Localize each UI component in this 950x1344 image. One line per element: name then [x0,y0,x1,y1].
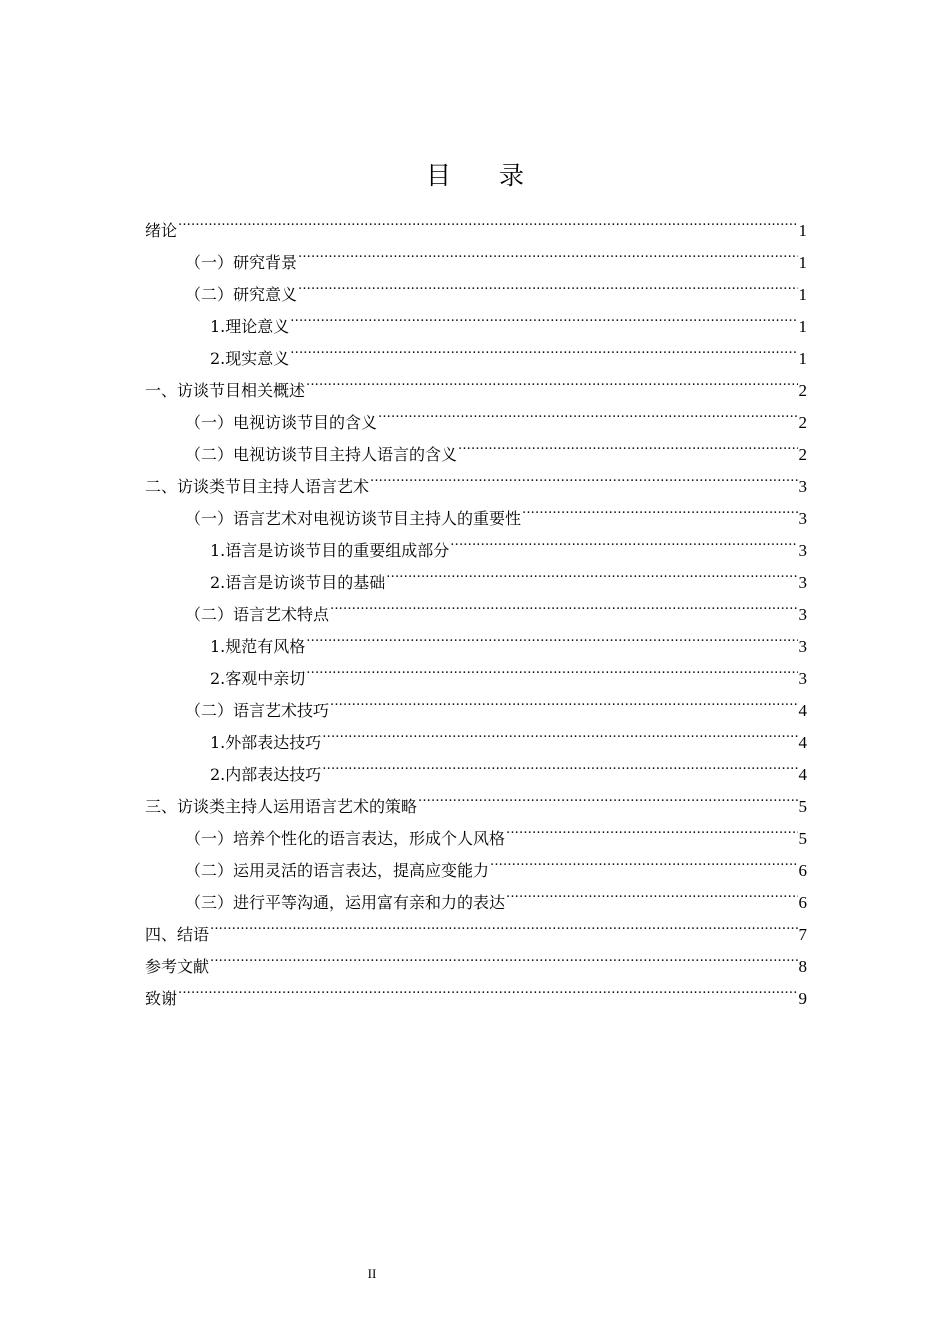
toc-entry-page: 9 [798,989,807,1008]
toc-entry-text: 一、访谈节目相关概述 [145,381,306,400]
toc-entry-page: 5 [798,797,807,816]
toc-entry-text: 2.内部表达技巧 [210,765,322,784]
toc-entry-text: 2.现实意义 [210,349,290,368]
toc-entry[interactable] [145,908,807,944]
toc-entry-text: （二）语言艺术技巧 [185,701,330,720]
toc-entry[interactable] [145,204,807,240]
toc-entry-page: 5 [798,829,807,848]
toc-entry-page: 1 [798,317,807,336]
dot-leader [290,332,797,364]
toc-entry-page: 3 [798,605,807,624]
toc-entry-page: 2 [798,413,807,432]
toc-entry-page: 8 [798,957,807,976]
toc-entry-text: （二）运用灵活的语言表达，提高应变能力 [185,861,490,880]
toc-entry-text: 二、访谈类节目主持人语言艺术 [145,477,370,496]
table-of-contents [145,204,807,1008]
toc-entry-text: 1.外部表达技巧 [210,733,322,752]
toc-entry-text: （三）进行平等沟通，运用富有亲和力的表达 [185,893,506,912]
toc-entry-text: 致谢 [145,989,178,1008]
toc-entry-page: 1 [798,285,807,304]
dot-leader [306,364,797,396]
toc-entry-page: 3 [798,541,807,560]
toc-entry-page: 3 [798,669,807,688]
dot-leader [298,236,797,268]
toc-entry-page: 3 [798,477,807,496]
toc-entry-text: （一）研究背景 [185,253,298,272]
dot-leader [178,972,797,1004]
toc-entry-text: （一）电视访谈节目的含义 [185,413,378,432]
toc-entry-page: 3 [798,509,807,528]
dot-leader [386,556,797,588]
dot-leader [418,780,797,812]
toc-entry-text: 绪论 [145,221,178,240]
toc-entry-page: 2 [798,381,807,400]
toc-entry-text: （一）培养个性化的语言表达，形成个人风格 [185,829,506,848]
dot-leader [330,588,797,620]
toc-title: 目 录 [426,161,544,190]
dot-leader [458,428,797,460]
toc-entry-text: （二）研究意义 [185,285,298,304]
dot-leader [210,940,797,972]
toc-entry-page: 3 [798,573,807,592]
dot-leader [322,748,797,780]
toc-entry-text: （二）语言艺术特点 [185,605,330,624]
dot-leader [210,908,797,940]
toc-entry-page: 2 [798,445,807,464]
toc-entry-text: 2.客观中亲切 [210,669,306,688]
toc-entry-page: 3 [798,637,807,656]
toc-entry-page: 1 [798,253,807,272]
toc-entry-text: 1.规范有风格 [210,637,306,656]
toc-entry-page: 6 [798,893,807,912]
toc-entry[interactable] [145,972,807,1008]
toc-entry-page: 1 [798,349,807,368]
dot-leader [330,684,797,716]
dot-leader [490,844,797,876]
dot-leader [370,460,797,492]
toc-entry-page: 4 [798,765,807,784]
toc-entry-page: 4 [798,701,807,720]
toc-entry-text: 三、访谈类主持人运用语言艺术的策略 [145,797,418,816]
dot-leader [322,716,797,748]
dot-leader [306,620,797,652]
toc-entry-text: （二）电视访谈节目主持人语言的含义 [185,445,458,464]
toc-entry-text: （一）语言艺术对电视访谈节目主持人的重要性 [185,509,522,528]
toc-entry-text: 1.语言是访谈节目的重要组成部分 [210,541,450,560]
toc-entry-page: 1 [798,221,807,240]
page-number: II [367,1266,377,1281]
dot-leader [506,812,797,844]
toc-entry-text: 参考文献 [145,957,210,976]
dot-leader [522,492,797,524]
dot-leader [450,524,797,556]
toc-entry[interactable] [145,940,807,976]
dot-leader [378,396,797,428]
toc-entry-text: 2.语言是访谈节目的基础 [210,573,386,592]
toc-entry-text: 1.理论意义 [210,317,290,336]
toc-entry-page: 6 [798,861,807,880]
toc-entry-page: 7 [798,925,807,944]
dot-leader [178,204,797,236]
dot-leader [290,300,797,332]
toc-entry[interactable] [145,236,807,272]
dot-leader [298,268,797,300]
dot-leader [306,652,797,684]
toc-entry-page: 4 [798,733,807,752]
toc-entry-text: 四、结语 [145,925,210,944]
dot-leader [506,876,797,908]
